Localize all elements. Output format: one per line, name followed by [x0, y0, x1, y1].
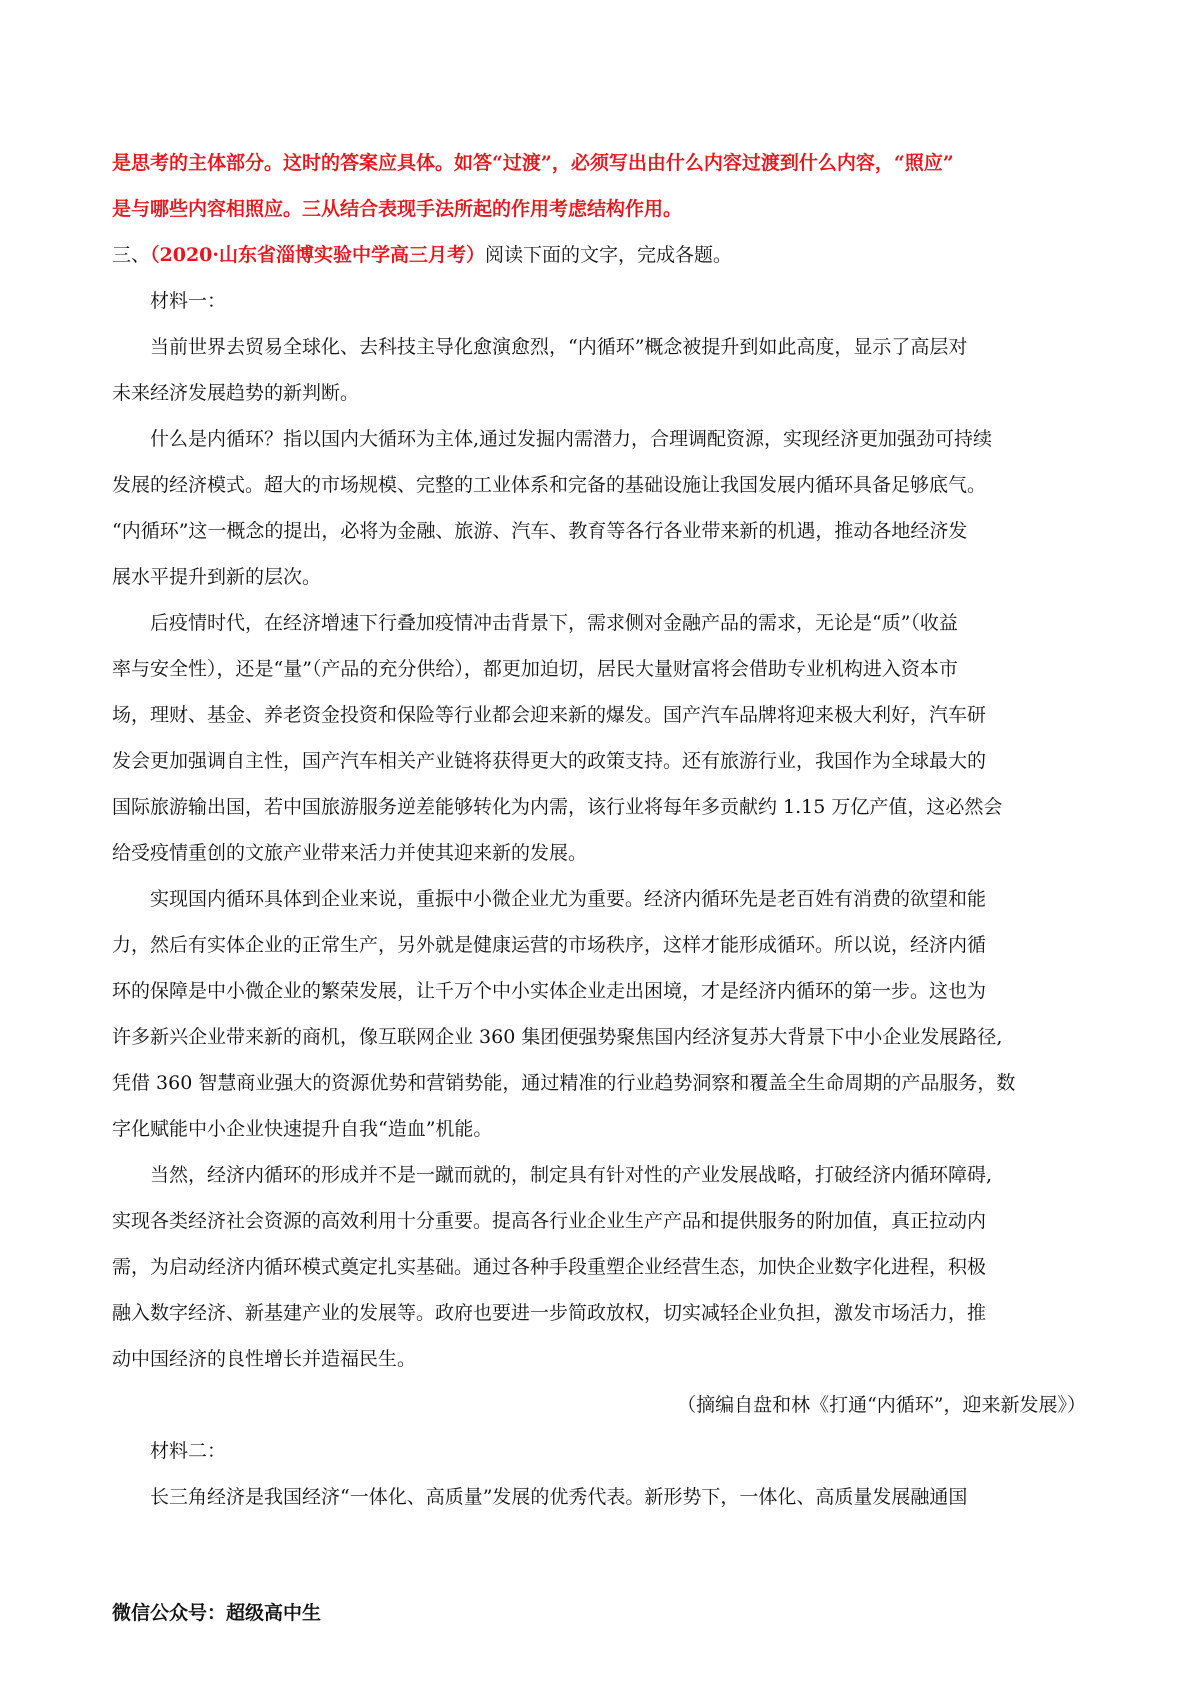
paragraph-line: 发展的经济模式。超大的市场规模、完整的工业体系和完备的基础设施让我国发展内循环具备足够底气。 [112, 474, 987, 496]
paragraph-line: “内循环”这一概念的提出，必将为金融、旅游、汽车、教育等各行各业带来新的机遇，推动各地经济发 [112, 520, 968, 542]
paragraph-line: 国际旅游输出国，若中国旅游服务逆差能够转化为内需，该行业将每年多贡献约 1.15 万亿产值，这必然会 [112, 796, 1003, 818]
footer-wechat-account: 微信公众号：超级高中生 [112, 1602, 322, 1624]
material1-heading: 材料一： [150, 290, 227, 312]
question-instruction: 阅读下面的文字，完成各题。 [485, 244, 733, 266]
paragraph-line: 实现国内循环具体到企业来说，重振中小微企业尤为重要。经济内循环先是老百姓有消费的欲望和能 [150, 888, 987, 910]
paragraph-line: 环的保障是中小微企业的繁荣发展，让千万个中小实体企业走出困境，才是经济内循环的第一步。这也为 [112, 980, 987, 1002]
paragraph-line: 给受疫情重创的文旅产业带来活力并使其迎来新的发展。 [112, 842, 588, 864]
question-source: （2020·山东省淄博实验中学高三月考） [150, 244, 486, 266]
paragraph-line: 力，然后有实体企业的正常生产，另外就是健康运营的市场秩序，这样才能形成循环。所以说，经济内循 [112, 934, 987, 956]
question-number: 三、 [112, 244, 151, 266]
paragraph-line: 场，理财、基金、养老资金投资和保险等行业都会迎来新的爆发。国产汽车品牌将迎来极大利好，汽车研 [112, 704, 987, 726]
material1-paragraph [112, 876, 1088, 1152]
paragraph-line: 未来经济发展趋势的新判断。 [112, 382, 360, 404]
paragraph-line: 当前世界去贸易全球化、去科技主导化愈演愈烈，“内循环”概念被提升到如此高度，显示了高层对 [150, 336, 968, 358]
paragraph-line: 当然，经济内循环的形成并不是一蹴而就的，制定具有针对性的产业发展战略，打破经济内循环障碍, [150, 1164, 993, 1186]
paragraph-line: 长三角经济是我国经济“一体化、高质量”发展的优秀代表。新形势下，一体化、高质量发展融通国 [150, 1486, 968, 1508]
paragraph-line: 字化赋能中小企业快速提升自我“造血”机能。 [112, 1118, 493, 1140]
paragraph-line: 许多新兴企业带来新的商机，像互联网企业 360 集团便强势聚焦国内经济复苏大背景下中小企业发展路径, [112, 1026, 1003, 1048]
answer-note-line: 是思考的主体部分。这时的答案应具体。如答“过渡”，必须写出由什么内容过渡到什么内容，“照应” [112, 152, 954, 174]
paragraph-line: 展水平提升到新的层次。 [112, 566, 322, 588]
paragraph-line: 需，为启动经济内循环模式奠定扎实基础。通过各种手段重塑企业经营生态，加快企业数字化进程，积极 [112, 1256, 987, 1278]
material1-paragraph [112, 416, 1088, 600]
paragraph-line: 什么是内循环？指以国内大循环为主体,通过发掘内需潜力，合理调配资源，实现经济更加强劲可持续 [150, 428, 993, 450]
page-content [112, 140, 1088, 1520]
paragraph-line: 动中国经济的良性增长并造福民生。 [112, 1348, 417, 1370]
material1-paragraph [112, 324, 1088, 416]
paragraph-line: 实现各类经济社会资源的高效利用十分重要。提高各行业企业生产产品和提供服务的附加值，真正拉动内 [112, 1210, 987, 1232]
paragraph-line: 率与安全性），还是“量”（产品的充分供给），都更加迫切，居民大量财富将会借助专业机构进入资本市 [112, 658, 958, 680]
answer-note-line: 是与哪些内容相照应。三从结合表现手法所起的作用考虑结构作用。 [112, 198, 683, 220]
material2-heading: 材料二： [150, 1440, 227, 1462]
paragraph-line: 融入数字经济、新基建产业的发展等。政府也要进一步简政放权，切实减轻企业负担，激发市场活力，推 [112, 1302, 987, 1324]
paragraph-line: 凭借 360 智慧商业强大的资源优势和营销势能，通过精准的行业趋势洞察和覆盖全生命周期的产品服务，数 [112, 1072, 1016, 1094]
paragraph-line: 发会更加强调自主性，国产汽车相关产业链将获得更大的政策支持。还有旅游行业，我国作为全球最大的 [112, 750, 987, 772]
material1-paragraph [112, 1152, 1088, 1382]
material1-paragraph [112, 600, 1088, 876]
paragraph-line: 后疫情时代，在经济增速下行叠加疫情冲击背景下，需求侧对金融产品的需求，无论是“质”（收益 [150, 612, 958, 634]
material1-citation: （摘编自盘和林《打通“内循环”，迎来新发展》） [677, 1394, 1086, 1416]
question-heading [112, 232, 1088, 278]
